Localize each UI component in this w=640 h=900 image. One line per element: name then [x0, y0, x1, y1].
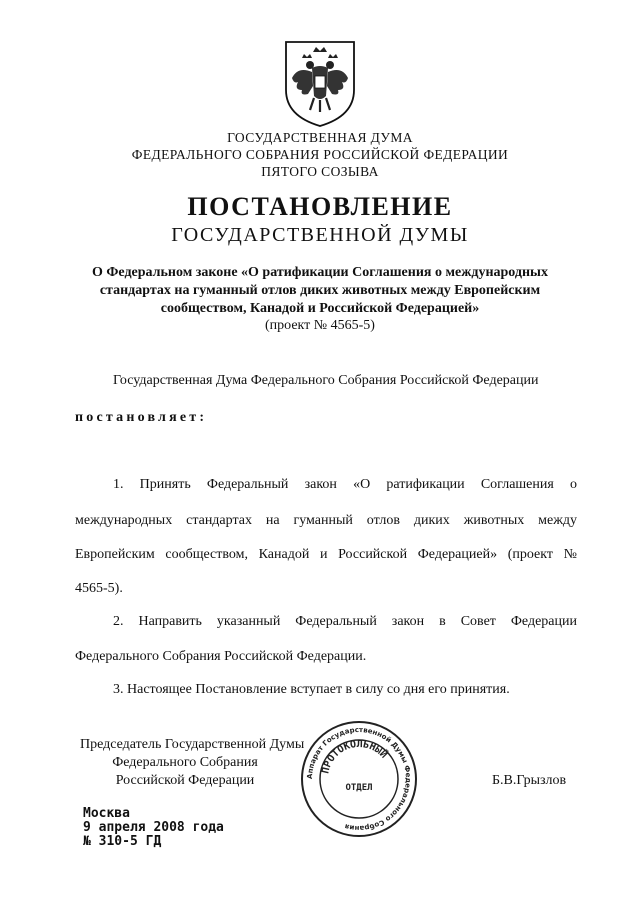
item-3: 3. Настоящее Постановление вступает в силу со дня его принятия.: [113, 682, 510, 697]
convocation-line: ПЯТОГО СОЗЫВА: [261, 164, 379, 179]
org-name-line1: ГОСУДАРСТВЕННАЯ ДУМА: [227, 130, 413, 145]
stamp-top-text: ПРОТОКОЛЬНЫЙ: [320, 738, 390, 775]
document-title: ПОСТАНОВЛЕНИЕ: [187, 192, 453, 221]
coat-of-arms-icon: [280, 38, 360, 128]
subject-line1: О Федеральном законе «О ратификации Соглашения о международных: [92, 265, 548, 280]
item-2-line2: Федерального Собрания Российской Федерации.: [75, 649, 367, 664]
resolves-word: постановляет:: [75, 410, 208, 425]
subject-line3: сообществом, Канадой и Российской Федерацией»: [160, 301, 480, 316]
item-1-line3: Европейским сообществом, Канадой и Российской Федерацией» (проект №: [75, 547, 577, 562]
signatory-title-line2: Федерального Собрания: [112, 755, 258, 770]
official-stamp-icon: [300, 720, 418, 838]
item-1-line4: 4565-5).: [75, 581, 123, 596]
project-number: (проект № 4565-5): [265, 318, 375, 333]
signatory-name: Б.В.Грызлов: [492, 773, 567, 788]
signatory-title-line1: Председатель Государственной Думы: [80, 737, 305, 752]
item-2-line1: 2. Направить указанный Федеральный закон в Совет Федерации: [113, 614, 577, 629]
item-1-line1: 1. Принять Федеральный закон «О ратификации Соглашения о: [113, 477, 577, 492]
stamp-center-text: ОТДЕЛ: [345, 783, 373, 793]
signatory-title-line3: Российской Федерации: [115, 773, 255, 788]
item-1-line2: международных стандартах на гуманный отлов диких животных между: [75, 513, 577, 528]
stamp-ring-text: Аппарат Государственной Думы Федерального Собрания: [305, 725, 413, 833]
svg-text:ПРОТОКОЛЬНЫЙ: [320, 739, 390, 775]
intro-text: Государственная Дума Федерального Собрания Российской Федерации: [113, 373, 539, 388]
org-name-line2: ФЕДЕРАЛЬНОГО СОБРАНИЯ РОССИЙСКОЙ ФЕДЕРАЦИИ: [131, 147, 509, 162]
document-subtitle: ГОСУДАРСТВЕННОЙ ДУМЫ: [171, 224, 469, 246]
document-number: № 310-5 ГД: [83, 834, 162, 849]
place: Москва: [83, 806, 130, 821]
subject-line2: стандартах на гуманный отлов диких животных между Европейским: [99, 283, 541, 298]
date: 9 апреля 2008 года: [83, 820, 224, 835]
